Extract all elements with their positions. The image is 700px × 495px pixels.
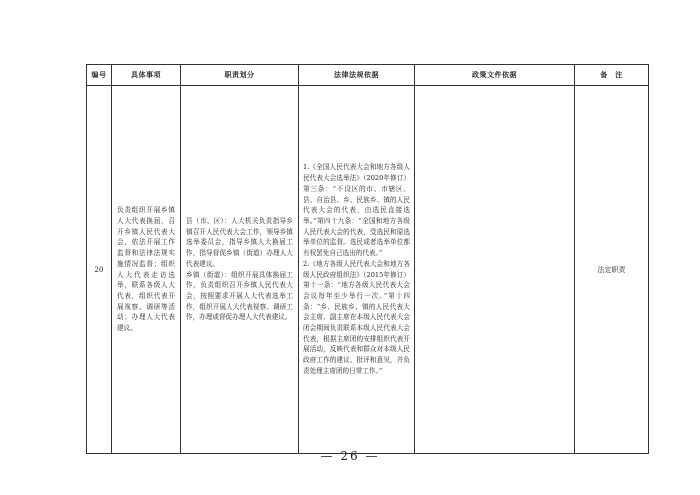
row-note: 法定职责: [575, 86, 649, 454]
header-laws: 法律法规依据: [299, 65, 415, 86]
header-note: 备 注: [575, 65, 649, 86]
row-duties: [181, 86, 299, 454]
header-duties: 职责划分: [181, 65, 299, 86]
duty-township: 乡镇（街道）：组织开展具体换届工作，负责组织召开乡镇人民代表大会，按照要求开展人大代表选举工作，组织开展人大代表视察、调研工作，办理或督促办理人大代表建议。: [186, 270, 293, 322]
table-header-row: [87, 65, 649, 86]
row-number: 20: [87, 86, 112, 454]
header-number: 编号: [87, 65, 112, 86]
law-organization: 2.《地方各级人民代表大会和地方各级人民政府组织法》（2015年修订）第十一条：“地方各级人民代表大会会议每年至少举行一次。”第十四条：“乡、民族乡、镇的人民代表大会主席、副主席在本级人民代表大会闭会期间负责联系本级人民代表大会代表，根据主席团的安排组织代表开展活动，反映代表和群众对本级人民政府工作的建议、批评和意见，并负责处理主席团的日常工作。”: [303, 259, 410, 375]
header-item: 具体事项: [112, 65, 181, 86]
responsibility-table: [86, 64, 649, 454]
header-policy: 政策文件依据: [415, 65, 575, 86]
row-laws: [299, 86, 415, 454]
row-policy: [415, 86, 575, 454]
row-item: 负责组织开展乡镇人大代表换届，召开乡镇人民代表大会，依法开展工作监督和法律法规实施情况监督；组织人大代表走访选举，联系各级人大代表，组织代表开展视察、调研等活动；办理人大代表建议。: [112, 86, 181, 454]
table-row: [87, 86, 649, 454]
duty-county: 县（市、区）：人大机关负责指导乡镇召开人民代表大会工作，领导乡镇选举委员会，指导乡镇人大换届工作，指导督促乡镇（街道）办理人大代表建议。: [186, 216, 293, 268]
page-number: — 26 —: [320, 449, 380, 463]
law-election: 1.《全国人民代表大会和地方各级人民代表大会选举法》（2020年修订）第三条：“不设区的市、市辖区、县、自治县、乡、民族乡、镇的人民代表大会的代表，由选民直接选举。”第四十九条：“全国和地方各级人民代表大会的代表，受选民和原选举单位的监督。选民或者选举单位都有权罢免自己选出的代表。”: [303, 163, 410, 258]
